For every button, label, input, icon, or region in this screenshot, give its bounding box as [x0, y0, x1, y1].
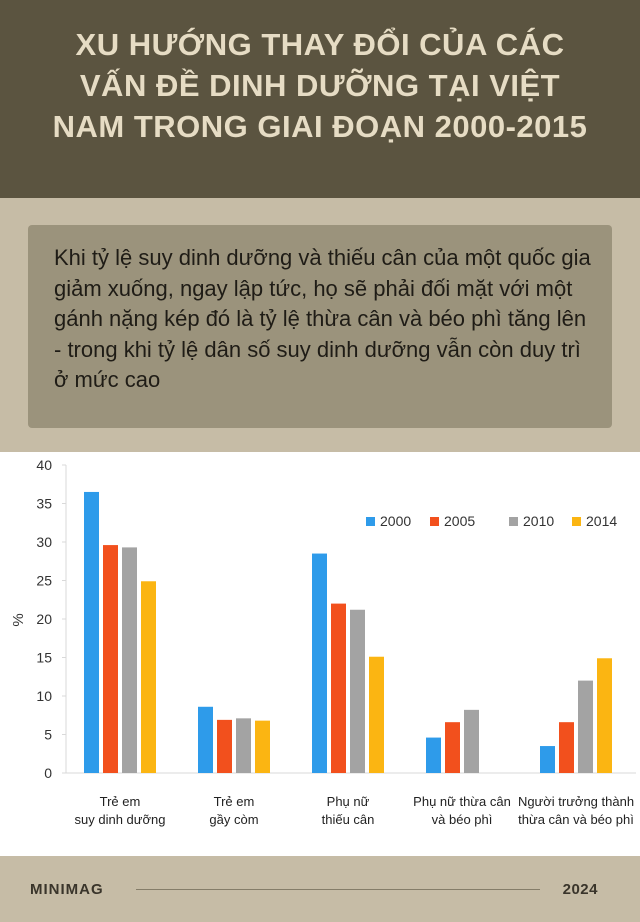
legend-label-2000: 2000	[380, 513, 412, 529]
bar-2010-4	[578, 681, 593, 773]
x-category-label: và béo phì	[431, 812, 493, 827]
y-axis-label: %	[10, 613, 27, 627]
bar-2005-0	[103, 545, 118, 773]
bar-2014-1	[255, 721, 270, 773]
description-text: Khi tỷ lệ suy dinh dưỡng và thiếu cân của một quốc gia giảm xuống, ngay lập tức, họ sẽ phải đối mặt với một gánh nặng kép đó là tỷ lệ thừa cân và béo phì tăng lên - trong khi tỷ lệ dân số suy dinh dưỡng vẫn còn duy trì ở mức cao	[54, 245, 591, 392]
bar-2005-1	[217, 720, 232, 773]
header-banner	[0, 0, 640, 198]
brand-name: MINIMAG	[30, 881, 104, 898]
legend-swatch-2000	[366, 517, 375, 526]
x-category-label: suy dinh dưỡng	[74, 812, 166, 827]
legend-swatch-2010	[509, 517, 518, 526]
x-category-label: thừa cân và béo phì	[518, 812, 634, 827]
y-tick-label: 15	[36, 649, 52, 666]
bar-2014-2	[369, 657, 384, 773]
bar-2010-1	[236, 718, 251, 773]
bar-2000-1	[198, 707, 213, 773]
y-tick-label: 35	[36, 495, 52, 512]
x-category-label: Trẻ em	[99, 794, 141, 809]
legend-label-2010: 2010	[523, 513, 555, 529]
x-category-label: Phụ nữ thừa cân	[413, 794, 511, 809]
legend-label-2005: 2005	[444, 513, 476, 529]
bar-2005-3	[445, 722, 460, 773]
y-tick-label: 0	[44, 765, 52, 781]
x-category-label: Phụ nữ	[326, 794, 370, 809]
y-tick-label: 30	[36, 534, 52, 550]
chart-area	[0, 452, 640, 856]
bar-2000-0	[84, 492, 99, 773]
x-category-label: gầy còm	[209, 812, 259, 827]
bar-2010-3	[464, 710, 479, 773]
y-tick-label: 5	[44, 726, 52, 743]
bar-2010-0	[122, 547, 137, 773]
footer-year: 2024	[562, 881, 598, 898]
bar-2005-4	[559, 722, 574, 773]
y-tick-label: 25	[36, 572, 52, 589]
bar-2000-4	[540, 746, 555, 773]
bar-2014-4	[597, 658, 612, 773]
bar-2010-2	[350, 610, 365, 773]
x-category-label: Người trưởng thành	[517, 794, 635, 809]
bar-2000-3	[426, 738, 441, 773]
bar-2005-2	[331, 604, 346, 773]
y-tick-label: 10	[36, 688, 52, 704]
x-category-label: thiếu cân	[321, 812, 375, 827]
description-box	[28, 225, 612, 428]
bar-2014-0	[141, 581, 156, 773]
footer-divider	[136, 889, 540, 890]
bar-2000-2	[312, 554, 327, 773]
bar-chart	[0, 452, 640, 856]
legend-swatch-2014	[572, 517, 581, 526]
y-tick-label: 20	[36, 611, 52, 627]
y-tick-label: 40	[36, 457, 52, 473]
x-category-label: Trẻ em	[213, 794, 255, 809]
legend-swatch-2005	[430, 517, 439, 526]
page-title: XU HƯỚNG THAY ĐỔI CỦA CÁC VẤN ĐỀ DINH DƯỠNG TẠI VIỆT NAM TRONG GIAI ĐOẠN 2000-2015	[52, 27, 588, 144]
legend-label-2014: 2014	[586, 513, 618, 529]
